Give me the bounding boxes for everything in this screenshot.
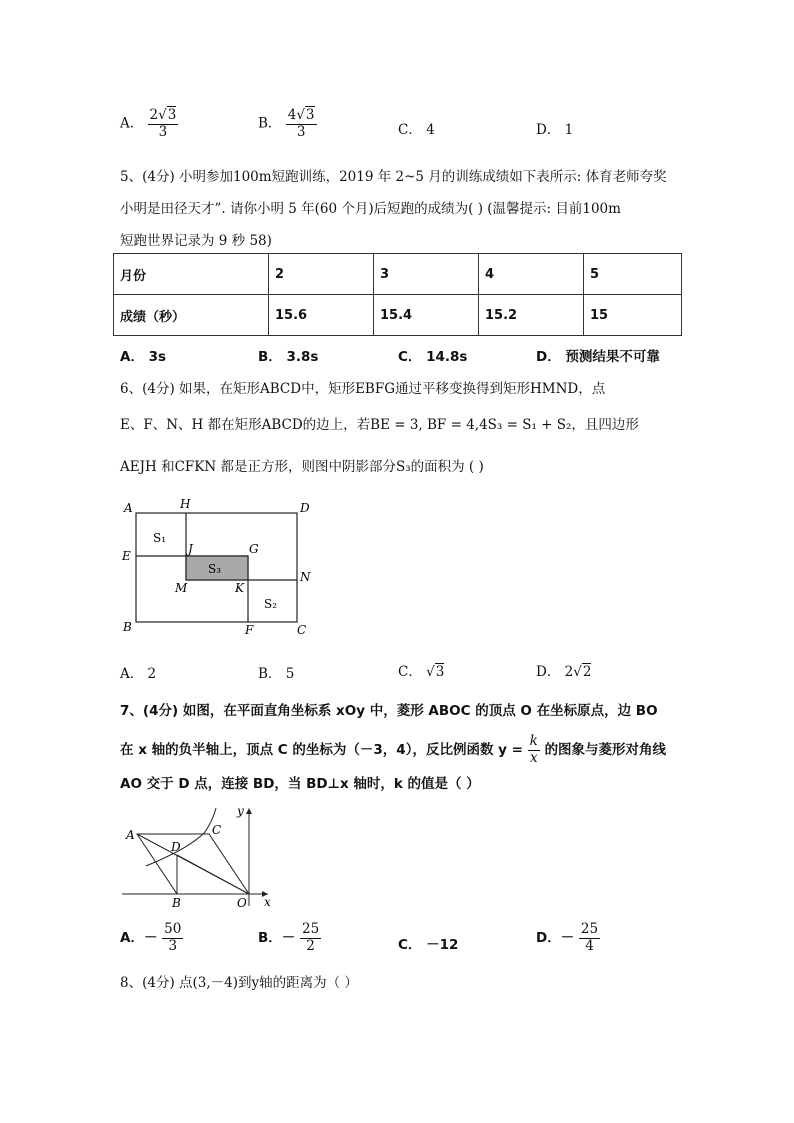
q5-line-1: 5、(4分) 小明参加100m短跑训练，2019 年 2~5 月的训练成绩如下表所示: 体育老师夸奖 xyxy=(120,169,667,185)
q4-option-c: C． 4 xyxy=(398,122,435,138)
point-label-n: N xyxy=(300,570,311,584)
point-label-d: D xyxy=(171,840,181,854)
q7-option-d: D．－ $\frac{25}{4}$ xyxy=(536,921,599,954)
q5-option-d: D． 预测结果不可靠 xyxy=(536,349,660,365)
q8-line: 8、(4分) 点(3,－4)到y轴的距离为（ ） xyxy=(120,975,358,991)
point-label-h: H xyxy=(180,497,191,511)
table-cell: 2 xyxy=(269,254,374,295)
table-cell: 4 xyxy=(479,254,584,295)
table-row xyxy=(114,295,682,336)
point-label-f: F xyxy=(245,623,254,637)
point-label-c: C xyxy=(212,823,222,837)
area-label-s1: S₁ xyxy=(153,531,167,545)
point-label-e: E xyxy=(122,549,131,563)
point-label-m: M xyxy=(175,581,188,595)
q5-option-c: C． 14.8s xyxy=(398,349,468,365)
area-label-s3: S₃ xyxy=(208,562,222,576)
point-label-a: A xyxy=(124,501,133,515)
table-cell: 15.2 xyxy=(479,295,584,336)
q4-option-a: A． $\frac{2√3}{3}$ xyxy=(120,107,177,140)
q7-option-c: C． －12 xyxy=(398,937,459,953)
q6-rectangle-figure xyxy=(115,495,325,640)
q5-line-3: 短跑世界记录为 9 秒 58) xyxy=(120,233,272,249)
q6-line-1: 6、(4分) 如果，在矩形ABCD中，矩形EBFG通过平移变换得到矩形HMND，点 xyxy=(120,381,606,397)
q7-coordinate-figure xyxy=(115,800,285,912)
table-cell: 15.6 xyxy=(269,295,374,336)
q7-option-b: B．－ $\frac{25}{2}$ xyxy=(258,921,320,954)
q6-line-3: AEJH 和CFKN 都是正方形，则图中阴影部分S₃的面积为 ( ) xyxy=(120,459,484,475)
q6-option-a: A． 2 xyxy=(120,666,157,682)
table-cell: 3 xyxy=(374,254,479,295)
q6-option-d: D． 2√2 xyxy=(536,664,592,680)
point-label-o: O xyxy=(237,896,247,910)
axis-label-y: y xyxy=(237,804,244,818)
table-cell: 15.4 xyxy=(374,295,479,336)
q6-option-b: B． 5 xyxy=(258,666,295,682)
q4-option-d: D． 1 xyxy=(536,122,574,138)
table-cell: 成绩（秒） xyxy=(114,295,269,336)
table-cell: 月份 xyxy=(114,254,269,295)
point-label-b: B xyxy=(123,620,132,634)
q4-option-b-fraction: $\frac{4√3}{3}$ xyxy=(287,107,315,140)
table-cell: 15 xyxy=(584,295,682,336)
q7-option-a: A．－ $\frac{50}{3}$ xyxy=(120,921,182,954)
point-label-g: G xyxy=(249,542,259,556)
point-label-k: K xyxy=(235,581,244,595)
q5-line-2: 小明是田径天才”. 请你小明 5 年(60 个月)后短跑的成绩为( ) (温馨提示: 目前100m xyxy=(120,201,621,217)
q4-option-b: B． $\frac{4√3}{3}$ xyxy=(258,107,315,140)
q5-option-b: B． 3.8s xyxy=(258,349,319,365)
point-label-a: A xyxy=(126,828,135,842)
q7-line-1: 7、(4分) 如图，在平面直角坐标系 xOy 中，菱形 ABOC 的顶点 O 在坐标原点，边 BO xyxy=(120,703,658,719)
q7-line-2: 在 x 轴的负半轴上，顶点 C 的坐标为（－3，4），反比例函数 y = $\frac{k}{x}$ 的图象与菱形对角线 xyxy=(120,733,667,766)
q6-line-2: E、F、N、H 都在矩形ABCD的边上，若BE = 3, BF = 4,4S₃ = S₁ + S₂，且四边形 xyxy=(120,417,639,433)
point-label-j: J xyxy=(188,542,193,556)
q6-option-c: C． √3 xyxy=(398,664,445,680)
q5-score-table xyxy=(113,253,682,336)
axis-label-x: x xyxy=(264,895,271,909)
area-label-s2: S₂ xyxy=(264,597,278,611)
q5-option-a: A． 3s xyxy=(120,349,167,365)
point-label-c: C xyxy=(297,623,307,637)
q4-option-a-fraction: $\frac{2√3}{3}$ xyxy=(149,107,177,140)
point-label-b: B xyxy=(172,896,181,910)
table-cell: 5 xyxy=(584,254,682,295)
table-row xyxy=(114,254,682,295)
q7-line-3: AO 交于 D 点，连接 BD，当 BD⊥x 轴时，k 的值是（ ） xyxy=(120,776,480,792)
point-label-d: D xyxy=(300,501,310,515)
